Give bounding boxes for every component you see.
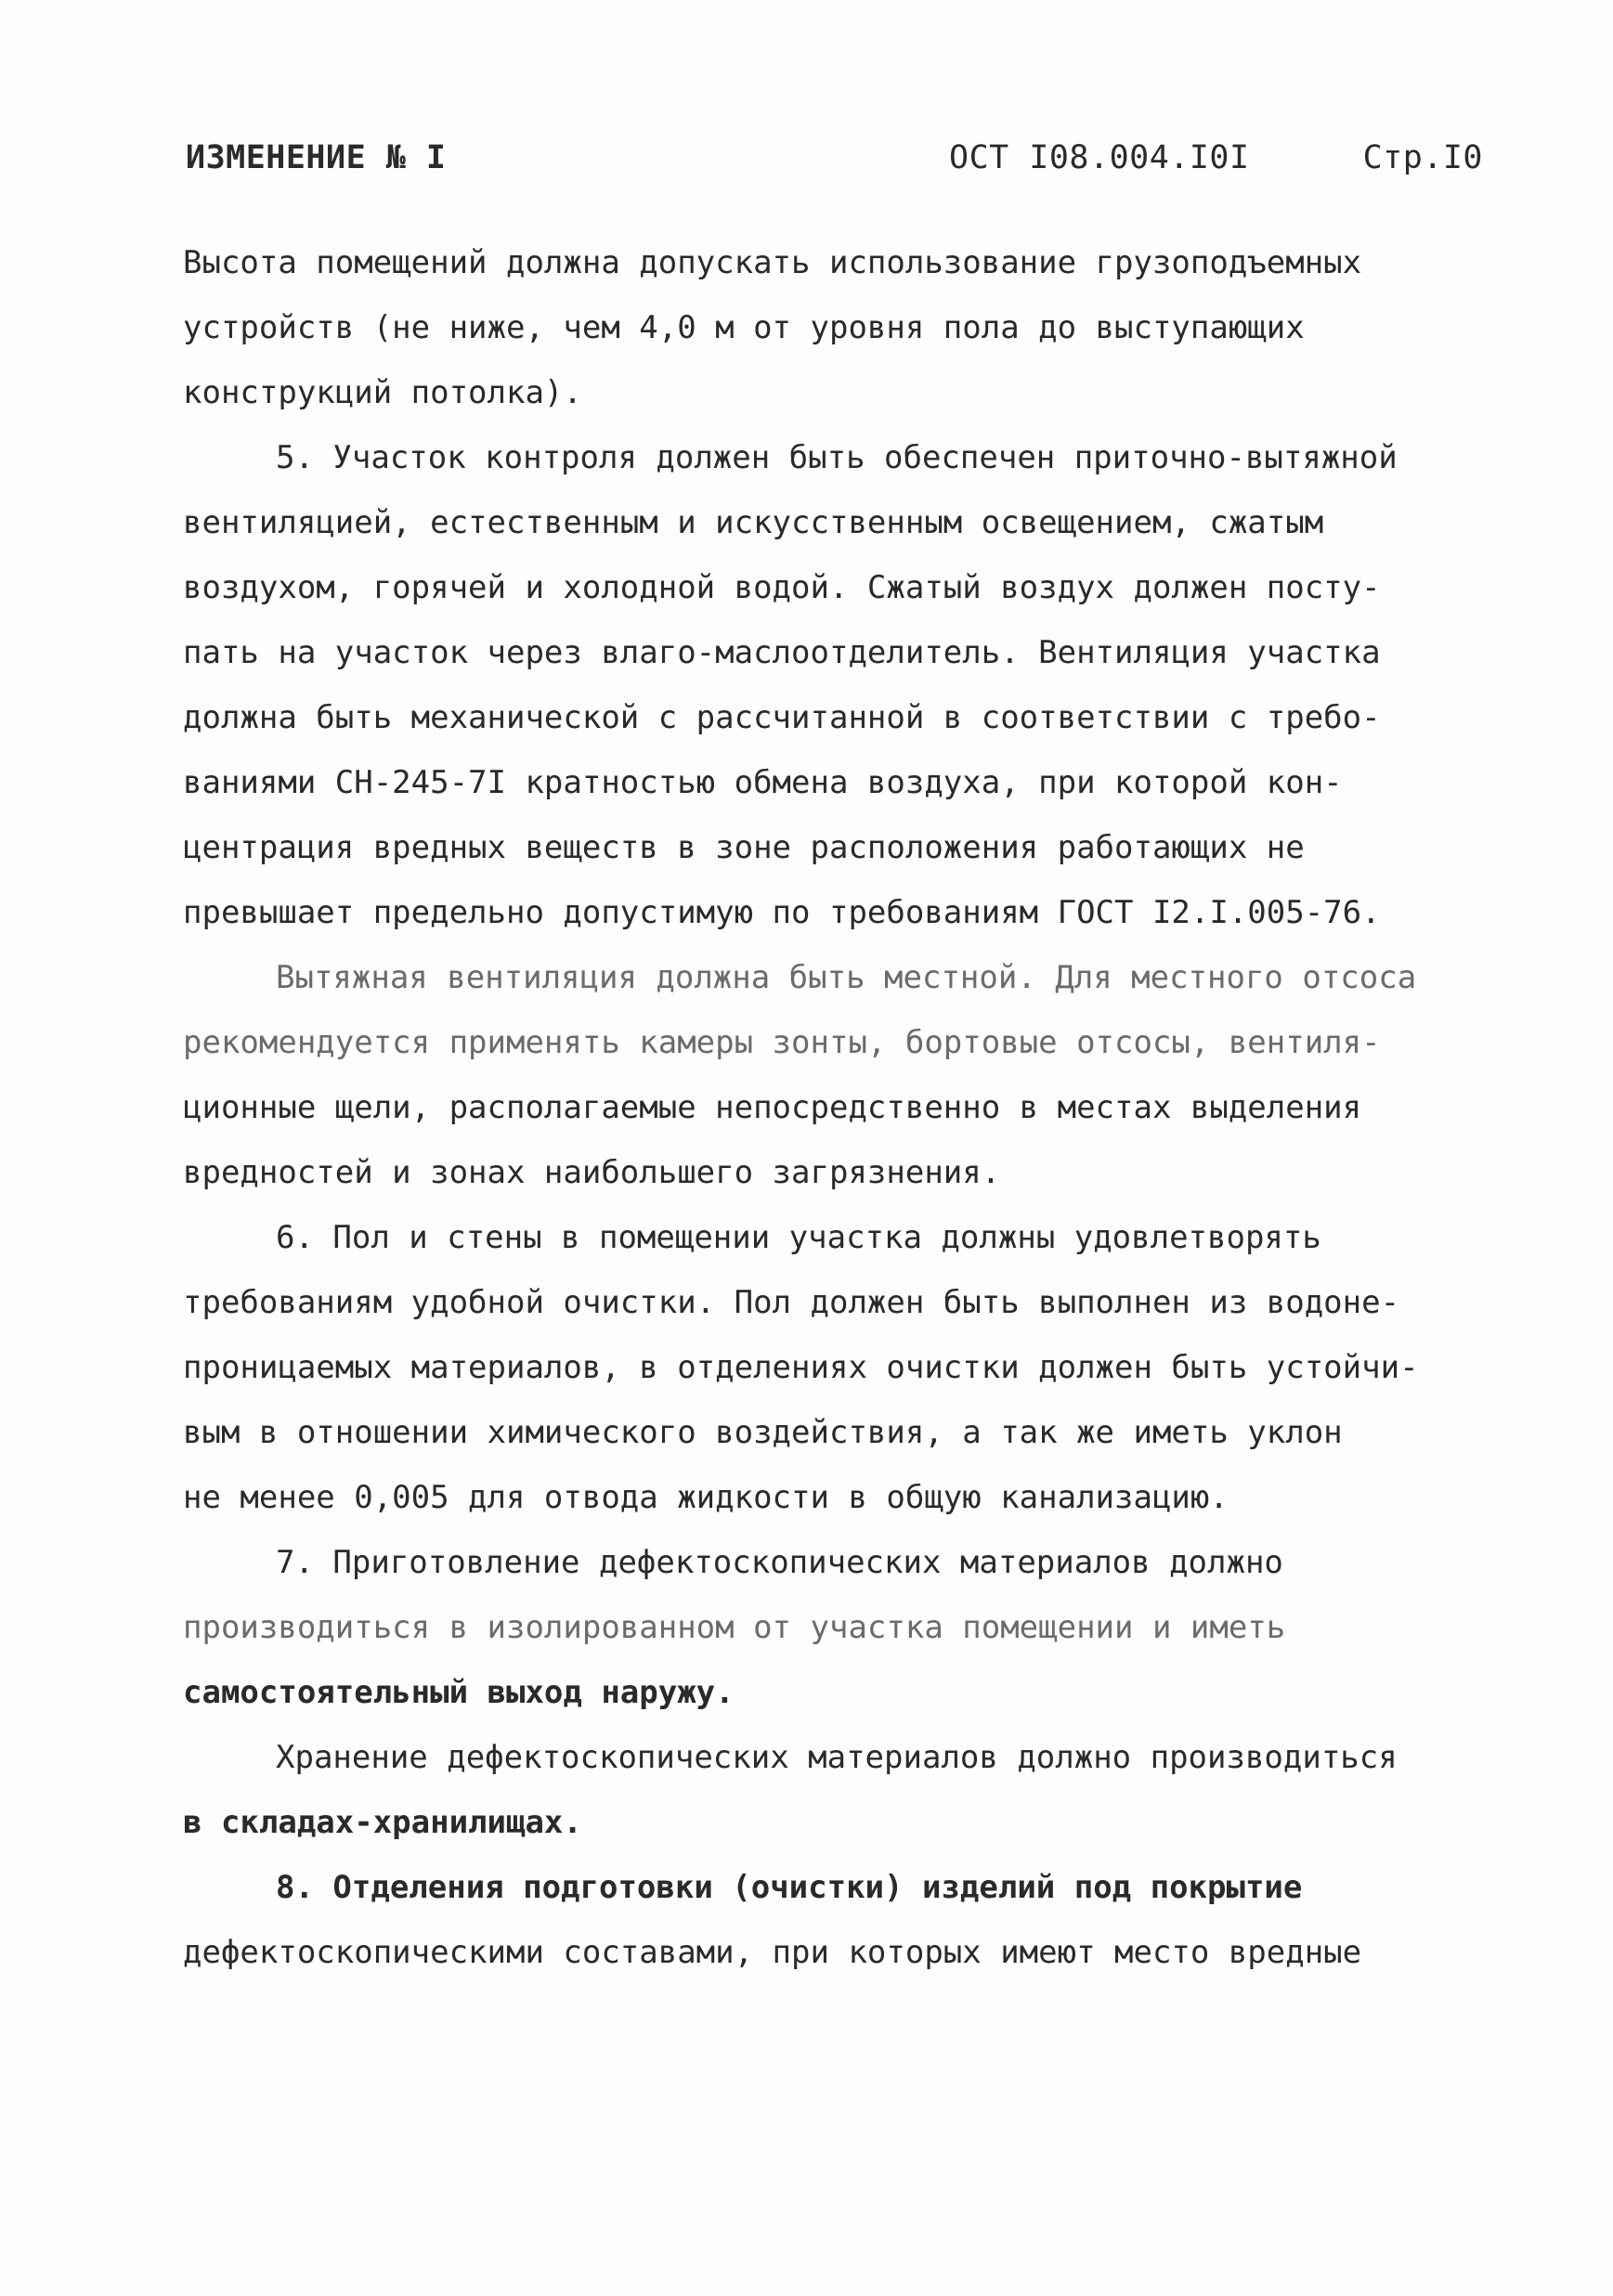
standard-code: ОСТ I08.004.I0I	[949, 139, 1250, 176]
text-line: должна быть механической с рассчитанной в соответствии с требо-	[183, 699, 1381, 736]
text-line: пать на участок через влаго-маслоотделитель. Вентиляция участка	[183, 634, 1381, 671]
text-line: устройств (не ниже, чем 4,0 м от уровня пола до выступающих	[183, 309, 1305, 346]
paragraph-start: 6. Пол и стены в помещении участка должны удовлетворять	[276, 1219, 1321, 1256]
text-line: рекомендуется применять камеры зонты, бортовые отсосы, вентиля-	[183, 1024, 1381, 1061]
paragraph-start: Вытяжная вентиляция должна быть местной. Для местного отсоса	[276, 959, 1417, 996]
text-line: ваниями СН-245-7I кратностью обмена воздуха, при которой кон-	[183, 764, 1343, 801]
text-line: центрация вредных веществ в зоне расположения работающих не	[183, 829, 1305, 866]
paragraph-start: 7. Приготовление дефектоскопических материалов должно	[276, 1544, 1283, 1581]
page-header	[186, 139, 1483, 186]
text-line: производиться в изолированном от участка помещении и иметь	[183, 1609, 1286, 1646]
text-line: вым в отношении химического воздействия, а так же иметь уклон	[183, 1414, 1343, 1451]
text-line: превышает предельно допустимую по требованиям ГОСТ I2.I.005-76.	[183, 894, 1381, 931]
change-number: ИЗМЕНЕНИЕ № I	[186, 139, 447, 176]
paragraph-start: Хранение дефектоскопических материалов должно производиться	[276, 1739, 1398, 1776]
text-line: дефектоскопическими составами, при которых имеют место вредные	[183, 1934, 1362, 1971]
paragraph-start: 8. Отделения подготовки (очистки) изделий под покрытие	[276, 1869, 1303, 1906]
text-line: самостоятельный выход наружу.	[183, 1674, 735, 1711]
text-line: не менее 0,005 для отвода жидкости в общую канализацию.	[183, 1479, 1229, 1516]
text-line: в складах-хранилищах.	[183, 1804, 582, 1841]
text-line: воздухом, горячей и холодной водой. Сжатый воздух должен посту-	[183, 569, 1381, 606]
document-body	[183, 230, 1492, 1985]
paragraph-start: 5. Участок контроля должен быть обеспечен приточно-вытяжной	[276, 439, 1398, 476]
text-line: проницаемых материалов, в отделениях очистки должен быть устойчи-	[183, 1349, 1419, 1386]
page-number: Стр.I0	[1362, 139, 1483, 176]
text-line: требованиям удобной очистки. Пол должен быть выполнен из водоне-	[183, 1284, 1400, 1321]
text-line: вредностей и зонах наибольшего загрязнения.	[183, 1154, 1001, 1191]
text-line: ционные щели, располагаемые непосредственно в местах выделения	[183, 1089, 1362, 1126]
text-line: Высота помещений должна допускать использование грузоподъемных	[183, 244, 1362, 281]
text-line: вентиляцией, естественным и искусственным освещением, сжатым	[183, 504, 1324, 541]
text-line: конструкций потолка).	[183, 374, 582, 411]
